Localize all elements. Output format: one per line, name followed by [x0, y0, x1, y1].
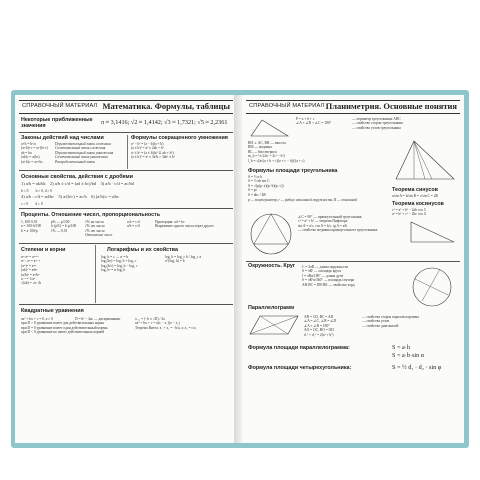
fractions-heading: Основные свойства, действия с дробями: [21, 174, 133, 180]
powers-heading: Степени и корни: [21, 247, 66, 253]
rule: [19, 304, 233, 305]
rule: [19, 208, 233, 209]
laws-names: Переместительный закон сложения Сочетательный закон сложения Переместительный закон умножения Сочетательный закон умножения Распределительный закон: [55, 142, 114, 164]
area-quad-heading: Формула площади четырехугольника:: [248, 365, 352, 371]
cosine-formulas: c² = a² + b² − 2ab·cos C a² = b² + c² − 2bc·cos A: [392, 208, 427, 217]
right-page: [242, 95, 464, 443]
log-heading: Логарифмы и их свойства: [107, 247, 179, 253]
cosine-heading: Теорема косинусов: [392, 201, 444, 207]
parallelogram-heading: Параллелограмм: [248, 305, 295, 311]
inscribed-circle-figure: [248, 211, 294, 257]
approx-heading-2: значения: [21, 123, 46, 129]
area-quad-formula: S = ½ d₁ · d₂ · sin φ: [392, 364, 442, 371]
parallelogram-formulas: AB = CD, BC = AD ∠A = ∠C, ∠B = ∠D ∠A + ∠B = 180° AO = OC, BO = OD d₁² + d₂² = 2(a² + b²): [304, 315, 337, 337]
parallelogram-notes: — свойства сторон параллелограмма — свойства углов — свойство диагоналей: [362, 315, 419, 328]
median-lines: BH ⊥ AC, BH — высота BM — медиана BL — биссектриса m_b = ½√(2a² + 2c² − b²) l_b = √(ac(a + b + c)(a + c − b))/(a + c): [248, 141, 305, 163]
area-triangle-heading: Формулы площади треугольника: [248, 168, 338, 174]
proportion-formulas: a:b = c:d a/b = c/d: [127, 220, 140, 229]
triangle-formulas: P = a + b + c ∠A + ∠B + ∠C = 180°: [296, 117, 332, 126]
left-header-bar: [19, 100, 233, 114]
rule: [19, 243, 233, 244]
percent-mid: 1% на числа 1% от числа 1% от числа Отношение чисел: [85, 220, 113, 238]
circle-figure: [410, 265, 454, 309]
triangle-figure: [248, 117, 292, 139]
short-mult-formulas: a² − b² = (a − b)(a + b) (a ± b)² = a² ± 2ab + b² a³ ± b³ = (a ± b)(a² ∓ ab + b²) (a ± b)³ = a³ ± 3a²b + 3ab² ± b³: [131, 142, 175, 160]
circle-heading: Окружность. Круг: [248, 263, 296, 269]
approx-heading: Некоторые приближенные: [21, 117, 93, 123]
left-page-title: Математика. Формулы, таблицы: [102, 101, 230, 111]
median-triangle-figure: [392, 137, 458, 183]
right-triangle-figure: [408, 219, 458, 245]
fraction-notes-2: c ≠ 0 d ≠ 0: [21, 202, 43, 206]
laws-heading: Законы действий над числами: [21, 135, 104, 141]
left-section-tag: СПРАВОЧНЫЙ МАТЕРИАЛ: [22, 103, 98, 109]
laws-formulas: a+b = b+a (a+b)+c = a+(b+c) ab = ba (ab)c = a(bc) (a+b)c = ac+bc: [21, 142, 48, 164]
fraction-notes: b ≠ 0 b ≠ 0, d ≠ 0: [21, 189, 53, 193]
percent-heading: Проценты. Отношение чисел, пропорциональность: [21, 212, 161, 218]
triangle-notes: — периметр треугольника ABC — свойство сторон треугольника — свойство углов треугольника: [352, 117, 403, 130]
area-parallelogram-formula-1: S = a·h: [392, 344, 410, 351]
area-triangle-formulas: S = ½ a·h S = ½ ab·sin C S = √(p(p−a)(p−b)(p−c)) S = pr S = abc / 4R: [248, 175, 284, 197]
approx-values: π ≈ 3,1416; √2 ≈ 1,4142; √3 ≈ 1,7321; √5 ≈ 2,2361: [101, 119, 228, 126]
quad-lines: ax² + bx + c = 0, a ≠ 0 при D > 0 уравнение имеет два действительных корня при D = 0 уравнение имеет один действительный корень при D < 0 уравнение не имеет действительных корней: [21, 317, 108, 335]
column-divider: [127, 135, 128, 169]
short-mult-heading: Формулы сокращенного умножения: [131, 135, 228, 141]
log-formulas: logₐ b = c ⇔ aᶜ = b logₐ(bc) = logₐ b + logₐ c logₐ(b/c) = logₐ b − logₐ c logₐ bⁿ = n logₐ b: [101, 255, 138, 273]
powers-formulas: aᵐ·aⁿ = aᵐ⁺ⁿ aᵐ : aⁿ = aᵐ⁻ⁿ (aᵐ)ⁿ = aᵐⁿ (ab)ⁿ = aⁿbⁿ (a/b)ⁿ = aⁿ/bⁿ a⁻ⁿ = 1/aⁿ √(ab) = √a·√b: [21, 255, 42, 286]
rule: [19, 170, 233, 171]
log-formulas-2: logₐ b = log_c b / log_c a a^(logₐ b) = b: [165, 255, 202, 264]
column-divider: [95, 245, 96, 303]
right-page-title: Планиметрия. Основные понятия: [325, 101, 457, 111]
proportion-text: Пропорция: ad = bc Выражение одного числа через другое: [155, 220, 214, 229]
left-page: [15, 95, 237, 443]
parallelogram-figure: [248, 313, 300, 337]
right-header-bar: [246, 100, 460, 114]
percent-lines: 1, 100·0,01 a = 100·b/100 b = a·100/p: [21, 220, 42, 233]
fraction-items-2: 4) a/b : c/d = ad/bc 5) a/(b/c) = ac/b 6) (a/b)/c = a/bc: [21, 194, 120, 199]
quad-heading: Квадратные уравнения: [21, 308, 84, 314]
right-section-tag: СПРАВОЧНЫЙ МАТЕРИАЛ: [249, 103, 325, 109]
area-parallelogram-heading: Формула площади параллелограмма:: [248, 345, 350, 351]
rule: [246, 261, 460, 262]
area-triangle-note: p — полупериметр, r — радиус вписанной окружности, R — описанной: [248, 198, 358, 202]
quad-discriminant: D = b² − 4ac — дискриминант: [75, 317, 121, 321]
spine-shadow: [234, 95, 242, 443]
sine-formula: a/sin A = b/sin B = c/sin C = 2R: [392, 194, 438, 198]
vieta-lines: x₁,₂ = (−b ± √D) / 2a ax² + bx + c = a(x − x₁)(x − x₂) Теорема Виета: x₁ + x₂ = −b/a, x₁x₂ = c/a: [135, 317, 196, 330]
area-parallelogram-formula-2: S = a·b·sin α: [392, 352, 424, 359]
fraction-items-1: 1) a/b = ak/bk 2) a/b ± c/d = (ad ± bc)/bd 3) a/b · c/d = ac/bd: [21, 181, 134, 186]
percent-lines-2: p% — p/100 b·(p%) = b·p/100 1% — 0,01: [51, 220, 77, 233]
rule: [19, 132, 233, 133]
right-triangle-lines: ∠C = 90° — прямоугольный треугольник c² = a² + b² — теорема Пифагора sin A = a/c, cos A = b/c, tg A = a/b — свойство медианы прямоугольного треугольника: [298, 215, 378, 233]
sine-heading: Теорема синусов: [392, 187, 438, 193]
circle-formulas: C = 2πR — длина окружности S = πR² — площадь круга l = πRα/180° — длина дуги S = πR²α/360° — площадь сектора AB·BC = DB·BE — свойство хорд: [302, 265, 355, 287]
